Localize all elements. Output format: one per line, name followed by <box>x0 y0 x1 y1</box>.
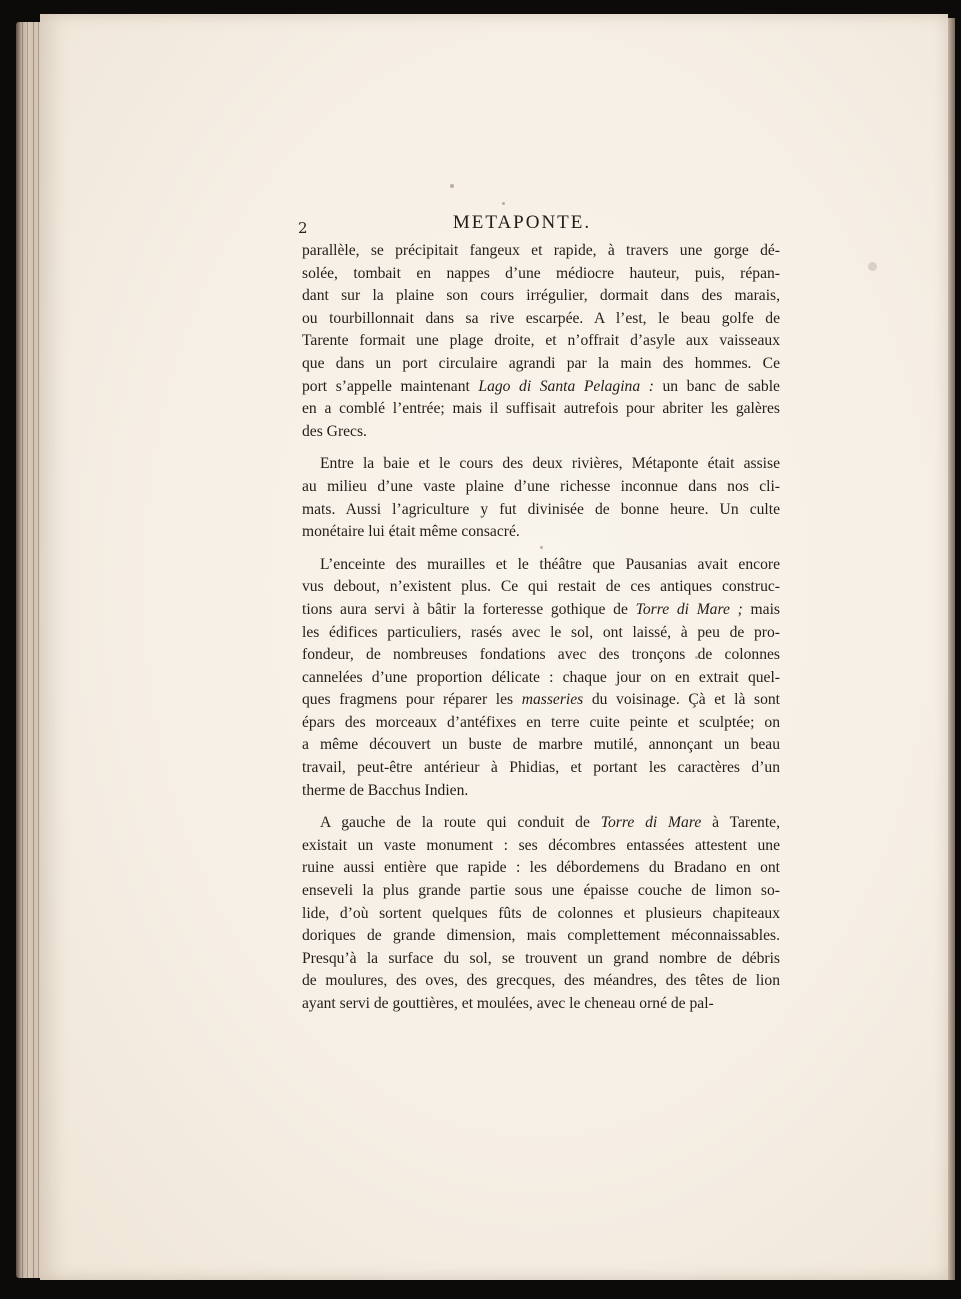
text-segment: Tarente formait une plage droite, et n’offrait d’asyle aux vaisseaux <box>302 332 780 350</box>
text-line <box>302 376 780 399</box>
text-line <box>302 993 780 1016</box>
text-line <box>302 330 780 353</box>
text-segment: que dans un port circulaire agrandi par la main des hommes. Ce <box>302 354 780 372</box>
paragraph <box>302 240 780 443</box>
text-segment: dant sur la plaine son cours irrégulier, dormait dans des marais, <box>302 287 780 305</box>
text-segment: en a comblé l’entrée; mais il suffisait autrefois pour abriter les galères <box>302 400 780 418</box>
running-title: METAPONTE. <box>452 212 592 233</box>
text-segment: fondeur, de nombreuses fondations avec des tronçons de colonnes <box>302 646 780 664</box>
text-segment: ques fragmens pour réparer les <box>302 691 522 709</box>
text-segment: épars des morceaux d’antéfixes en terre cuite peinte et sculptée; on <box>302 713 780 731</box>
text-line <box>302 880 780 903</box>
text-line <box>302 925 780 948</box>
text-line <box>302 970 780 993</box>
text-segment: a même découvert un buste de marbre mutilé, annonçant un beau <box>302 736 780 754</box>
text-segment: du voisinage. Çà et là sont <box>583 691 780 709</box>
text-segment: doriques de grande dimension, mais complettement méconnaissables. <box>302 927 780 945</box>
text-segment: lide, d’où sortent quelques fûts de colonnes et plusieurs chapiteaux <box>302 904 780 922</box>
text-segment: au milieu d’une vaste plaine d’une richesse inconnue dans nos cli- <box>302 477 780 495</box>
text-line <box>302 240 780 263</box>
text-segment: mats. Aussi l’agriculture y fut divinisée de bonne heure. Un culte <box>302 500 780 518</box>
text-segment: ruine aussi entière que rapide : les débordemens du Bradano en ont <box>302 859 780 877</box>
text-line <box>302 263 780 286</box>
text-line <box>302 499 780 522</box>
text-segment: les édifices particuliers, rasés avec le sol, ont laissé, à peu de pro- <box>302 623 780 641</box>
text-line <box>302 476 780 499</box>
page-number: 2 <box>298 219 308 237</box>
paragraph <box>302 554 780 803</box>
text-line <box>302 903 780 926</box>
text-line <box>302 398 780 421</box>
text-line <box>302 308 780 331</box>
text-segment: L’enceinte des murailles et le théâtre que Pausanias avait encore <box>320 555 780 573</box>
text-segment: Entre la baie et le cours des deux rivières, Métaponte était assise <box>320 455 780 473</box>
text-segment: solée, tombait en nappes d’une médiocre hauteur, puis, répan- <box>302 264 780 282</box>
text-segment: ou tourbillonnait dans sa rive escarpée. A l’est, le beau golfe de <box>302 309 780 327</box>
text-segment: Presqu’à la surface du sol, se trouvent un grand nombre de débris <box>302 949 780 967</box>
text-segment: ayant servi de gouttières, et moulées, avec le cheneau orné de pal- <box>302 995 714 1012</box>
text-segment: à Tarente, <box>701 814 780 832</box>
text-line <box>302 421 780 444</box>
text-line <box>302 689 780 712</box>
text-segment: un banc de sable <box>653 377 780 395</box>
text-segment: existait un vaste monument : ses décombres entassées attestent une <box>302 836 780 854</box>
text-line <box>302 285 780 308</box>
text-segment: enseveli la plus grande partie sous une épaisse couche de limon so- <box>302 882 780 900</box>
body-text <box>302 240 780 1026</box>
text-segment: tions aura servi à bâtir la forteresse gothique de <box>302 600 636 618</box>
text-line <box>302 667 780 690</box>
text-segment: parallèle, se précipitait fangeux et rapide, à travers une gorge dé- <box>302 242 780 259</box>
text-line <box>302 554 780 577</box>
text-segment: des Grecs. <box>302 422 367 440</box>
paragraph <box>302 812 780 1015</box>
text-segment: de moulures, des oves, des grecques, des méandres, des têtes de lion <box>302 972 780 990</box>
text-line <box>302 599 780 622</box>
text-line <box>302 453 780 476</box>
text-line <box>302 644 780 667</box>
text-line <box>302 521 780 544</box>
text-line <box>302 576 780 599</box>
paragraph <box>302 453 780 543</box>
text-segment: vus debout, n’existent plus. Ce qui restait de ces antiques construc- <box>302 578 780 596</box>
text-line <box>302 812 780 835</box>
text-segment: travail, peut-être antérieur à Phidias, et portant les caractères d’un <box>302 759 780 777</box>
text-line <box>302 757 780 780</box>
text-line <box>302 780 780 803</box>
text-line <box>302 835 780 858</box>
text-segment: A gauche de la route qui conduit de <box>320 814 601 832</box>
text-line <box>302 734 780 757</box>
text-line <box>302 857 780 880</box>
text-segment: port s’appelle maintenant <box>302 377 479 395</box>
text-segment: cannelées d’une proportion délicate : chaque jour on en extrait quel- <box>302 668 780 686</box>
text-line <box>302 622 780 645</box>
italic-term: Lago di Santa Pelagina : <box>478 377 654 395</box>
italic-term: masseries <box>521 691 584 709</box>
text-segment: monétaire lui était même consacré. <box>302 523 520 541</box>
text-line <box>302 948 780 971</box>
italic-term: Torre di Mare ; <box>635 600 743 618</box>
italic-term: Torre di Mare <box>600 814 702 832</box>
text-line <box>302 712 780 735</box>
text-segment: mais <box>742 600 780 618</box>
text-segment: therme de Bacchus Indien. <box>302 781 469 799</box>
text-line <box>302 353 780 376</box>
